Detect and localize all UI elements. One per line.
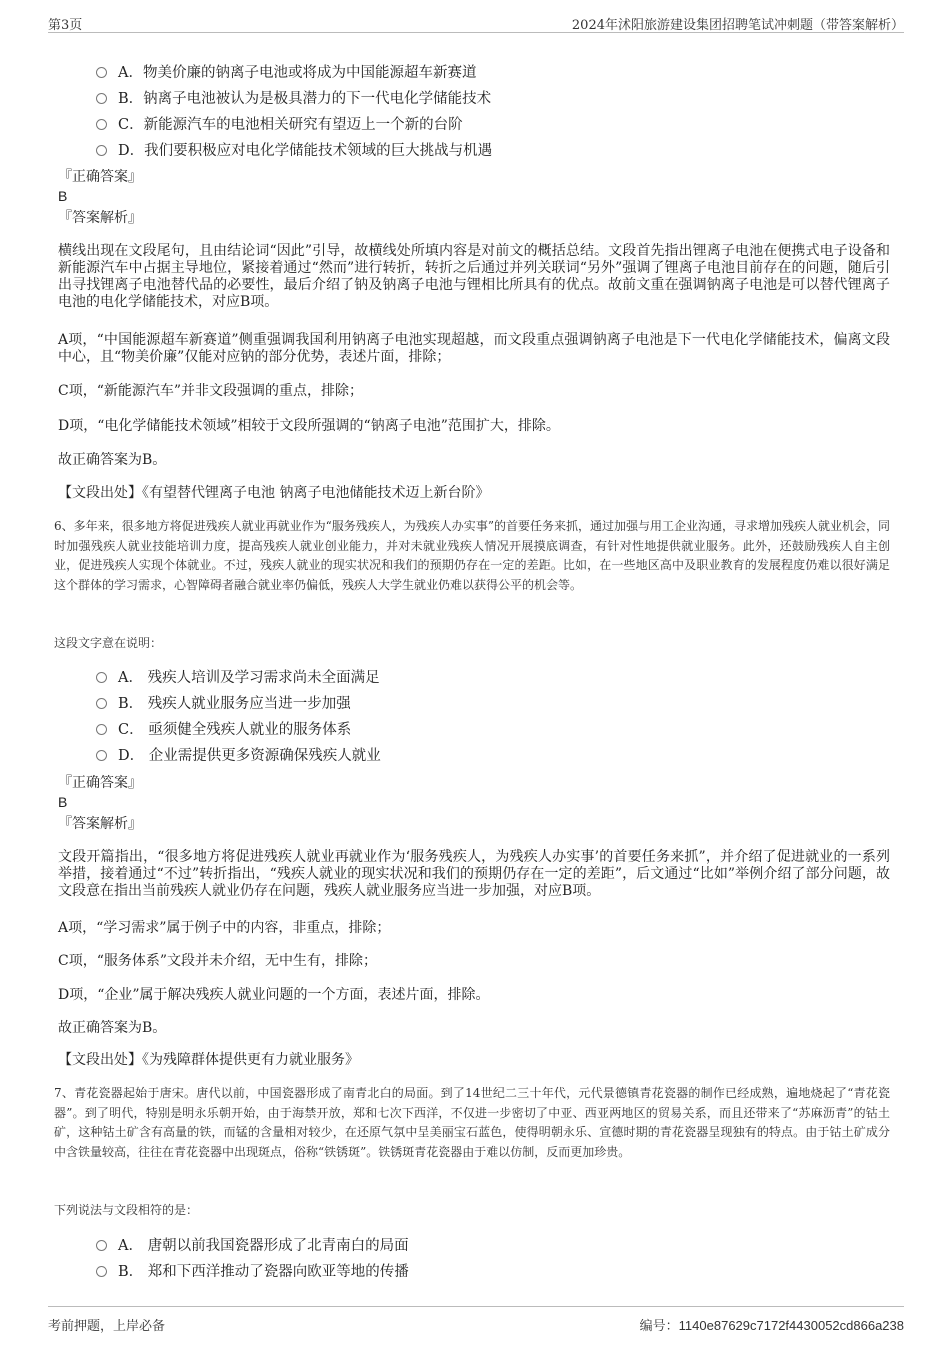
document-id: 编号：1140e87629c7172f4430052cd866a238 [639, 1318, 904, 1333]
q5-conclusion: 故正确答案为B。 [58, 452, 167, 468]
q5-note-c: C项，“新能源汽车”并非文段强调的重点，排除； [58, 383, 364, 399]
radio-icon[interactable] [96, 724, 107, 735]
q5-option-b[interactable]: B．钠离子电池被认为是极具潜力的下一代电化学储能技术 [96, 89, 491, 109]
q7-option-a[interactable]: A． 唐朝以前我国瓷器形成了北青南白的局面 [96, 1236, 409, 1256]
radio-icon[interactable] [96, 672, 107, 683]
radio-icon[interactable] [96, 1240, 107, 1251]
page-number: 第3页 [48, 18, 83, 33]
footer-slogan: 考前押题，上岸必备 [48, 1319, 166, 1334]
q6-prompt: 这段文字意在说明： [54, 636, 163, 650]
q5-analysis: 横线出现在文段尾句，且由结论词“因此”引导，故横线处所填内容是对前文的概括总结。文段首先指出锂离子电池在便携式电子设备和新能源汽车中占据主导地位，紧接着通过“然而”进行转折，转折之后通过并列关联词“另外”强调了锂离子电池目前存在的问题，随后引出寻找锂离子电池替代品的必要性，最后介绍了钠及钠离子电池与锂相比所具有的优点。故前文重在强调钠离子电池是可以替代锂离子电池的电化学储能技术，对应B项。 [58, 243, 890, 310]
q6-question: 6、多年来，很多地方将促进残疾人就业再就业作为“服务残疾人，为残疾人办实事”的首要任务来抓，通过加强与用工企业沟通，寻求增加残疾人就业机会，同时加强残疾人就业技能培训力度，提高残疾人就业创业能力，并对未就业残疾人情况开展摸底调查，有针对性地提供就业服务。此外，还鼓励残疾人自主创业，促进残疾人实现个体就业。不过，残疾人就业的现实状况和我们的预期仍存在一定的差距。比如，在一些地区高中及职业教育的发展程度仍难以很好满足这个群体的学习需求，心智障碍者融合就业率仍偏低，残疾人大学生就业仍难以获得公平的机会等。 [54, 519, 890, 592]
radio-icon[interactable] [96, 67, 107, 78]
q6-note-a: A项，“学习需求”属于例子中的内容，非重点，排除； [58, 920, 391, 936]
page-header [48, 10, 904, 33]
q6-option-c[interactable]: C． 亟须健全残疾人就业的服务体系 [96, 720, 351, 740]
q6-answer-label: 『正确答案』 [58, 775, 142, 791]
q5-note-a: A项，“中国能源超车新赛道”侧重强调我国利用钠离子电池实现超越，而文段重点强调钠离子电池是下一代电化学储能技术，偏离文段中心，且“物美价廉”仅能对应钠的部分优势，表述片面，排除； [58, 332, 890, 365]
q6-note-d: D项，“企业”属于解决残疾人就业问题的一个方面，表述片面，排除。 [58, 987, 490, 1003]
q5-note-d: D项，“电化学储能技术领域”相较于文段所强调的“钠离子电池”范围扩大，排除。 [58, 418, 560, 434]
q6-note-c: C项，“服务体系”文段并未介绍，无中生有，排除； [58, 953, 378, 969]
q6-analysis: 文段开篇指出，“很多地方将促进残疾人就业再就业作为‘服务残疾人，为残疾人办实事’的首要任务来抓”，并介绍了促进就业的一系列举措，接着通过“不过”转折指出，“残疾人就业的现实状况和我们的预期仍存在一定的差距”，后文通过“比如”举例介绍了部分问题，故文段意在指出当前残疾人就业仍存在问题，残疾人就业服务应当进一步加强，对应B项。 [58, 849, 890, 899]
radio-icon[interactable] [96, 698, 107, 709]
q5-source: 【文段出处】《有望替代锂离子电池 钠离子电池储能技术迈上新台阶》 [58, 485, 490, 501]
radio-icon[interactable] [96, 93, 107, 104]
q7-prompt: 下列说法与文段相符的是： [54, 1203, 199, 1217]
q5-answer: B [58, 188, 68, 204]
q6-analysis-label: 『答案解析』 [58, 816, 142, 832]
q7-question: 7、青花瓷器起始于唐宋。唐代以前，中国瓷器形成了南青北白的局面。到了14世纪二三十年代，元代景德镇青花瓷器的制作已经成熟，遍地烧起了“青花瓷器”。到了明代，特别是明永乐朝开始，由于海禁开放，郑和七次下西洋，不仅进一步密切了中亚、西亚两地区的贸易关系，而且还带来了“苏麻沥青”的钴土矿，这种钴土矿含有高量的铁，而锰的含量相对较少，在还原气氛中呈美丽宝石蓝色，使得明朝永乐、宣德时期的青花瓷器呈现独有的特点。由于钴土矿成分中含铁量较高，往往在青花瓷器中出现斑点，俗称“铁锈斑”。铁锈斑青花瓷器由于难以仿制，反而更加珍贵。 [54, 1086, 890, 1159]
document-title: 2024年沭阳旅游建设集团招聘笔试冲刺题（带答案解析） [571, 18, 904, 33]
q6-answer: B [58, 794, 68, 810]
q6-option-d[interactable]: D． 企业需提供更多资源确保残疾人就业 [96, 746, 381, 766]
q7-option-b[interactable]: B． 郑和下西洋推动了瓷器向欧亚等地的传播 [96, 1262, 409, 1282]
q6-option-b[interactable]: B． 残疾人就业服务应当进一步加强 [96, 694, 351, 714]
radio-icon[interactable] [96, 1266, 107, 1277]
radio-icon[interactable] [96, 119, 107, 130]
q6-conclusion: 故正确答案为B。 [58, 1020, 167, 1036]
page-footer [48, 1306, 904, 1337]
q5-answer-label: 『正确答案』 [58, 169, 142, 185]
q5-option-a[interactable]: A．物美价廉的钠离子电池或将成为中国能源超车新赛道 [96, 63, 476, 83]
q6-source: 【文段出处】《为残障群体提供更有力就业服务》 [58, 1052, 359, 1068]
q5-option-c[interactable]: C．新能源汽车的电池相关研究有望迈上一个新的台阶 [96, 115, 463, 135]
radio-icon[interactable] [96, 145, 107, 156]
q5-analysis-label: 『答案解析』 [58, 210, 142, 226]
q6-option-a[interactable]: A． 残疾人培训及学习需求尚未全面满足 [96, 668, 380, 688]
radio-icon[interactable] [96, 750, 107, 761]
q5-option-d[interactable]: D．我们要积极应对电化学储能技术领域的巨大挑战与机遇 [96, 141, 492, 161]
